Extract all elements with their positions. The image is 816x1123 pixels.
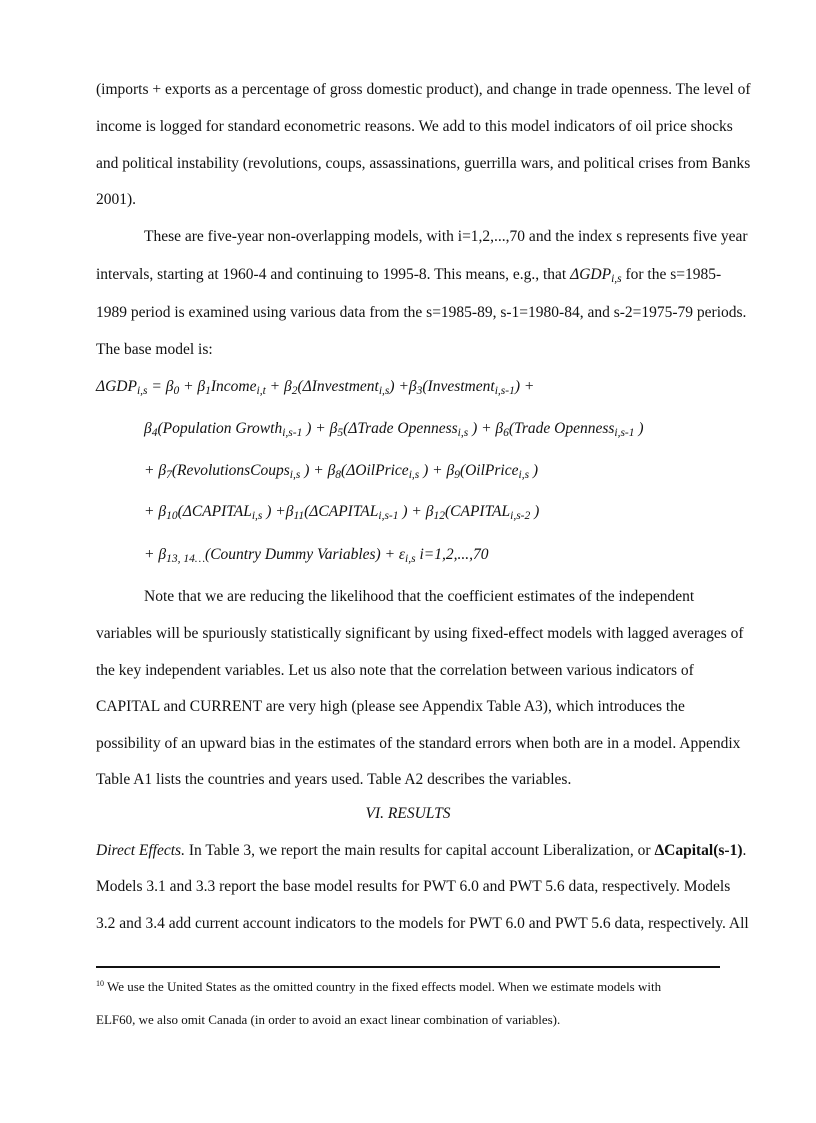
para2-line-6: Table A1 lists the countries and years used. Table A2 describes the variables. xyxy=(96,771,572,788)
body-line-1: (imports + exports as a percentage of gross domestic product), and change in trade openness. The level of xyxy=(96,81,751,98)
body-line-7: 1989 period is examined using various data from the s=1985-89, s-1=1980-84, and s-2=1975-79 periods. xyxy=(96,304,747,321)
para2-line-1: Note that we are reducing the likelihood that the coefficient estimates of the independent xyxy=(144,588,695,605)
section-heading: VI. RESULTS xyxy=(365,805,451,822)
body-line-8: The base model is: xyxy=(96,341,213,358)
body-line-6-end: for the s=1985- xyxy=(625,266,722,283)
body-line-2: income is logged for standard econometric reasons. We add to this model indicators of oil price shocks xyxy=(96,118,733,135)
para2-line-4: CAPITAL and CURRENT are very high (please see Appendix Table A3), which introduces the xyxy=(96,698,685,715)
equation-line-2: β4(Population Growthi,s-1 ) + β5(ΔTrade Opennessi,s ) + β6(Trade Opennessi,s-1 ) xyxy=(144,420,644,439)
footnote-line-2: ELF60, we also omit Canada (in order to avoid an exact linear combination of variables). xyxy=(96,1012,561,1027)
body-line-5: These are five-year non-overlapping models, with i=1,2,...,70 and the index s represents five year xyxy=(144,228,748,245)
footnote-divider xyxy=(96,966,720,968)
body-line-4: 2001). xyxy=(96,191,137,208)
para2-line-3: the key independent variables. Let us also note that the correlation between various indicators of xyxy=(96,662,694,679)
para2-line-5: possibility of an upward bias in the estimates of the standard errors when both are in a model. Appendix xyxy=(96,735,741,752)
results-line-1: Direct Effects. In Table 3, we report the main results for capital account Liberalization, or ΔCapital(s-1). xyxy=(96,842,747,859)
para2-line-2: variables will be spuriously statistically significant by using fixed-effect models with lagged averages of xyxy=(96,625,744,642)
body-line-3: and political instability (revolutions, coups, assassinations, guerrilla wars, and political crises from Banks xyxy=(96,155,751,172)
direct-effects-label: Direct Effects. xyxy=(96,842,185,859)
inline-delta-gdp: ΔGDPi,s xyxy=(570,266,622,285)
body-line-6-text: intervals, starting at 1960-4 and continuing to 1995-8. This means, e.g., that xyxy=(96,266,567,283)
equation-line-4: + β10(ΔCAPITALi,s ) +β11(ΔCAPITALi,s-1 ) + β12(CAPITALi,s-2 ) xyxy=(144,503,540,522)
equation-line-3: + β7(RevolutionsCoupsi,s ) + β8(ΔOilPricei,s ) + β9(OilPricei,s ) xyxy=(144,462,539,481)
equation-line-5: + β13, 14…(Country Dummy Variables) + εi,s i=1,2,...,70 xyxy=(144,546,489,565)
footnote-number: 10 xyxy=(96,979,104,988)
body-line-6 xyxy=(96,265,721,289)
equation-line-1: ΔGDPi,s = β0 + β1Incomei,t + β2(ΔInvestmenti,s) +β3(Investmenti,s-1) + xyxy=(96,378,535,397)
footnote-line-1: $^{10}$ We use the United States as the omitted country in the fixed effects model. When we estimate models with xyxy=(96,979,662,994)
delta-capital-term: ΔCapital(s-1) xyxy=(654,842,743,859)
results-line-3: 3.2 and 3.4 add current account indicators to the models for PWT 6.0 and PWT 5.6 data, respectively. All xyxy=(96,915,749,932)
results-line-2: Models 3.1 and 3.3 report the base model results for PWT 6.0 and PWT 5.6 data, respectively. Models xyxy=(96,878,731,895)
